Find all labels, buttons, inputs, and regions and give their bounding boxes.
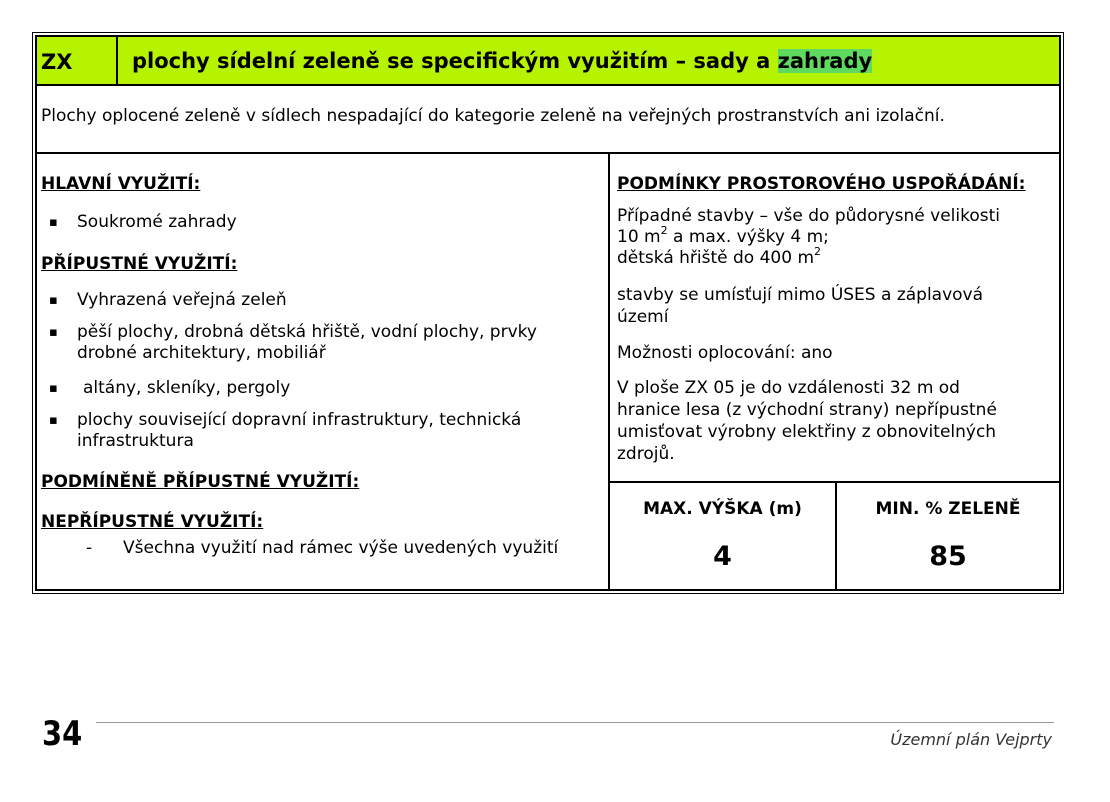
zone-title-main: plochy sídelní zeleně se specifickým využitím – sady a — [132, 49, 778, 73]
document-name: Územní plán Vejprty — [890, 730, 1052, 749]
spatial-condition-text: hranice lesa (z východní strany) nepřípustné — [617, 400, 997, 420]
title-row — [37, 37, 1059, 86]
zone-code: ZX — [37, 37, 118, 84]
regulation-table — [32, 32, 1064, 594]
zone-description: Plochy oplocené zeleně v sídlech nespadající do kategorie zeleně na veřejných prostranstvích ani izolační. — [37, 86, 1059, 154]
permitted-use-heading: PŘÍPUSTNÉ VYUŽITÍ: — [41, 254, 238, 274]
max-height-label: MAX. VÝŠKA (m) — [643, 499, 802, 519]
footer-divider — [96, 722, 1054, 723]
permitted-use-item: plochy související dopravní infrastruktury, technická infrastruktura — [77, 410, 522, 451]
zone-title — [132, 49, 872, 73]
text-part: a max. výšky 4 m; — [667, 227, 829, 247]
bullet-icon: ▪ — [49, 413, 58, 428]
spatial-conditions-heading: PODMÍNKY PROSTOROVÉHO USPOŘÁDÁNÍ: — [617, 174, 1026, 194]
max-height-value: 4 — [713, 541, 732, 572]
prohibited-use-heading: NEPŘÍPUSTNÉ VYUŽITÍ: — [41, 512, 264, 532]
text-part: dětská hřiště do 400 m — [617, 248, 815, 268]
permitted-use-item: Vyhrazená veřejná zeleň — [77, 290, 287, 310]
page-number: 34 — [42, 714, 83, 754]
main-use-heading: HLAVNÍ VYUŽITÍ: — [41, 174, 201, 194]
min-green-label: MIN. % ZELENĚ — [875, 499, 1021, 519]
bullet-icon: ▪ — [49, 293, 58, 308]
bullet-icon: ▪ — [49, 381, 58, 396]
text-part: 10 m — [617, 227, 661, 247]
dash-icon: - — [86, 538, 93, 558]
spatial-condition-text: umisťovat výrobny elektřiny z obnovitelných — [617, 422, 997, 442]
permitted-use-item: altány, skleníky, pergoly — [83, 378, 291, 398]
table-inner-frame — [35, 35, 1061, 591]
fencing-condition: Možnosti oplocování: ano — [617, 343, 833, 363]
bullet-icon: ▪ — [49, 215, 58, 230]
permitted-use-item: pěší plochy, drobná dětská hřiště, vodní plochy, prvky drobné architektury, mobiliář — [77, 322, 537, 363]
max-height-cell — [610, 483, 837, 589]
prohibited-use-item: Všechna využití nad rámec výše uvedených využití — [123, 538, 559, 558]
conditional-use-heading: PODMÍNĚNĚ PŘÍPUSTNÉ VYUŽITÍ: — [41, 472, 360, 492]
superscript: 2 — [814, 245, 822, 259]
zone-title-highlight: zahrady — [777, 49, 873, 73]
usage-column — [37, 154, 610, 589]
spatial-condition-text: území — [617, 307, 669, 327]
spatial-condition-text: stavby se umísťují mimo ÚSES a záplavová — [617, 285, 984, 305]
main-use-item: Soukromé zahrady — [77, 212, 237, 232]
spatial-condition-text — [617, 245, 822, 269]
spatial-conditions-column — [610, 154, 1059, 483]
spatial-condition-text: Případné stavby – vše do půdorysné velikosti — [617, 206, 1000, 226]
superscript: 2 — [660, 224, 668, 238]
min-green-value: 85 — [929, 541, 967, 572]
min-green-cell — [837, 483, 1059, 589]
spatial-condition-text: zdrojů. — [617, 444, 675, 464]
bullet-icon: ▪ — [49, 325, 58, 340]
spatial-condition-text: V ploše ZX 05 je do vzdálenosti 32 m od — [617, 378, 960, 398]
spatial-condition-text — [617, 224, 829, 248]
